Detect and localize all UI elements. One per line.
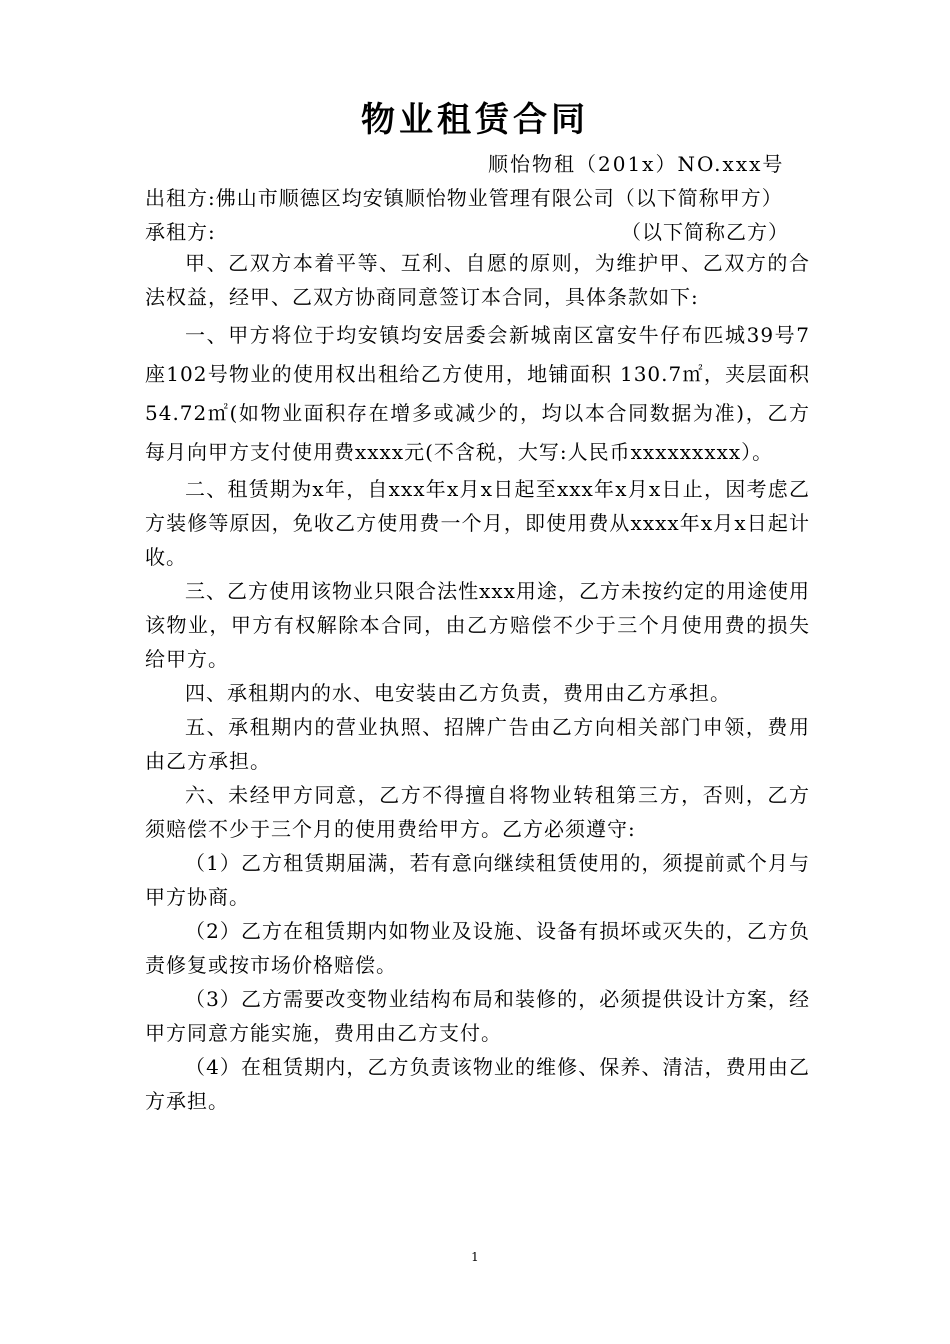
clause-5-paragraph: 五、承租期内的营业执照、招牌广告由乙方向相关部门申领，费用由乙方承担。	[145, 715, 810, 773]
clause-1-paragraph: 一、甲方将位于均安镇均安居委会新城南区富安牛仔布匹城39号7座102号物业的使用权出租给乙方使用，地铺面积 130.7㎡，夹层面积54.72㎡(如物业面积存在增多或减少的，均以本合同数据为准)，乙方每月向甲方支付使用费xxxx元(不含税，大写:人民币xxxxxxxxx）。	[145, 323, 810, 464]
document-title: 物业租赁合同	[361, 100, 589, 140]
document-number: 顺怡物租（201x）NO.xxx号	[488, 152, 785, 176]
lessee-note: （以下简称乙方）	[621, 220, 789, 244]
lessor-line: 出租方:佛山市顺德区均安镇顺怡物业管理有限公司（以下简称甲方）	[145, 186, 783, 210]
clause-6-item-2: （2）乙方在租赁期内如物业及设施、设备有损坏或灭失的，乙方负责修复或按市场价格赔偿。	[145, 919, 810, 977]
clause-6-item-4: （4）在租赁期内，乙方负责该物业的维修、保养、清洁，费用由乙方承担。	[145, 1055, 810, 1113]
contract-body	[145, 246, 810, 1118]
clause-3-paragraph: 三、乙方使用该物业只限合法性xxx用途，乙方未按约定的用途使用该物业，甲方有权解除本合同，由乙方赔偿不少于三个月使用费的损失给甲方。	[145, 579, 810, 671]
clause-6-paragraph: 六、未经甲方同意，乙方不得擅自将物业转租第三方，否则，乙方须赔偿不少于三个月的使用费给甲方。乙方必须遵守:	[145, 783, 810, 841]
lessee-line	[145, 216, 789, 245]
clause-6-item-3: （3）乙方需要改变物业结构布局和装修的，必须提供设计方案，经甲方同意方能实施，费用由乙方支付。	[145, 987, 810, 1045]
page-number: 1	[471, 1250, 479, 1264]
preamble-paragraph: 甲、乙双方本着平等、互利、自愿的原则，为维护甲、乙双方的合法权益，经甲、乙双方协商同意签订本合同，具体条款如下:	[145, 251, 810, 309]
clause-4-paragraph: 四、承租期内的水、电安装由乙方负责，费用由乙方承担。	[185, 681, 731, 705]
clause-2-paragraph: 二、租赁期为x年，自xxx年x月x日起至xxx年x月x日止，因考虑乙方装修等原因，免收乙方使用费一个月，即使用费从xxxx年x月x日起计收。	[145, 477, 810, 569]
clause-6-item-1: （1）乙方租赁期届满，若有意向继续租赁使用的，须提前贰个月与甲方协商。	[145, 851, 810, 909]
lessee-label: 承租方:	[145, 220, 216, 244]
